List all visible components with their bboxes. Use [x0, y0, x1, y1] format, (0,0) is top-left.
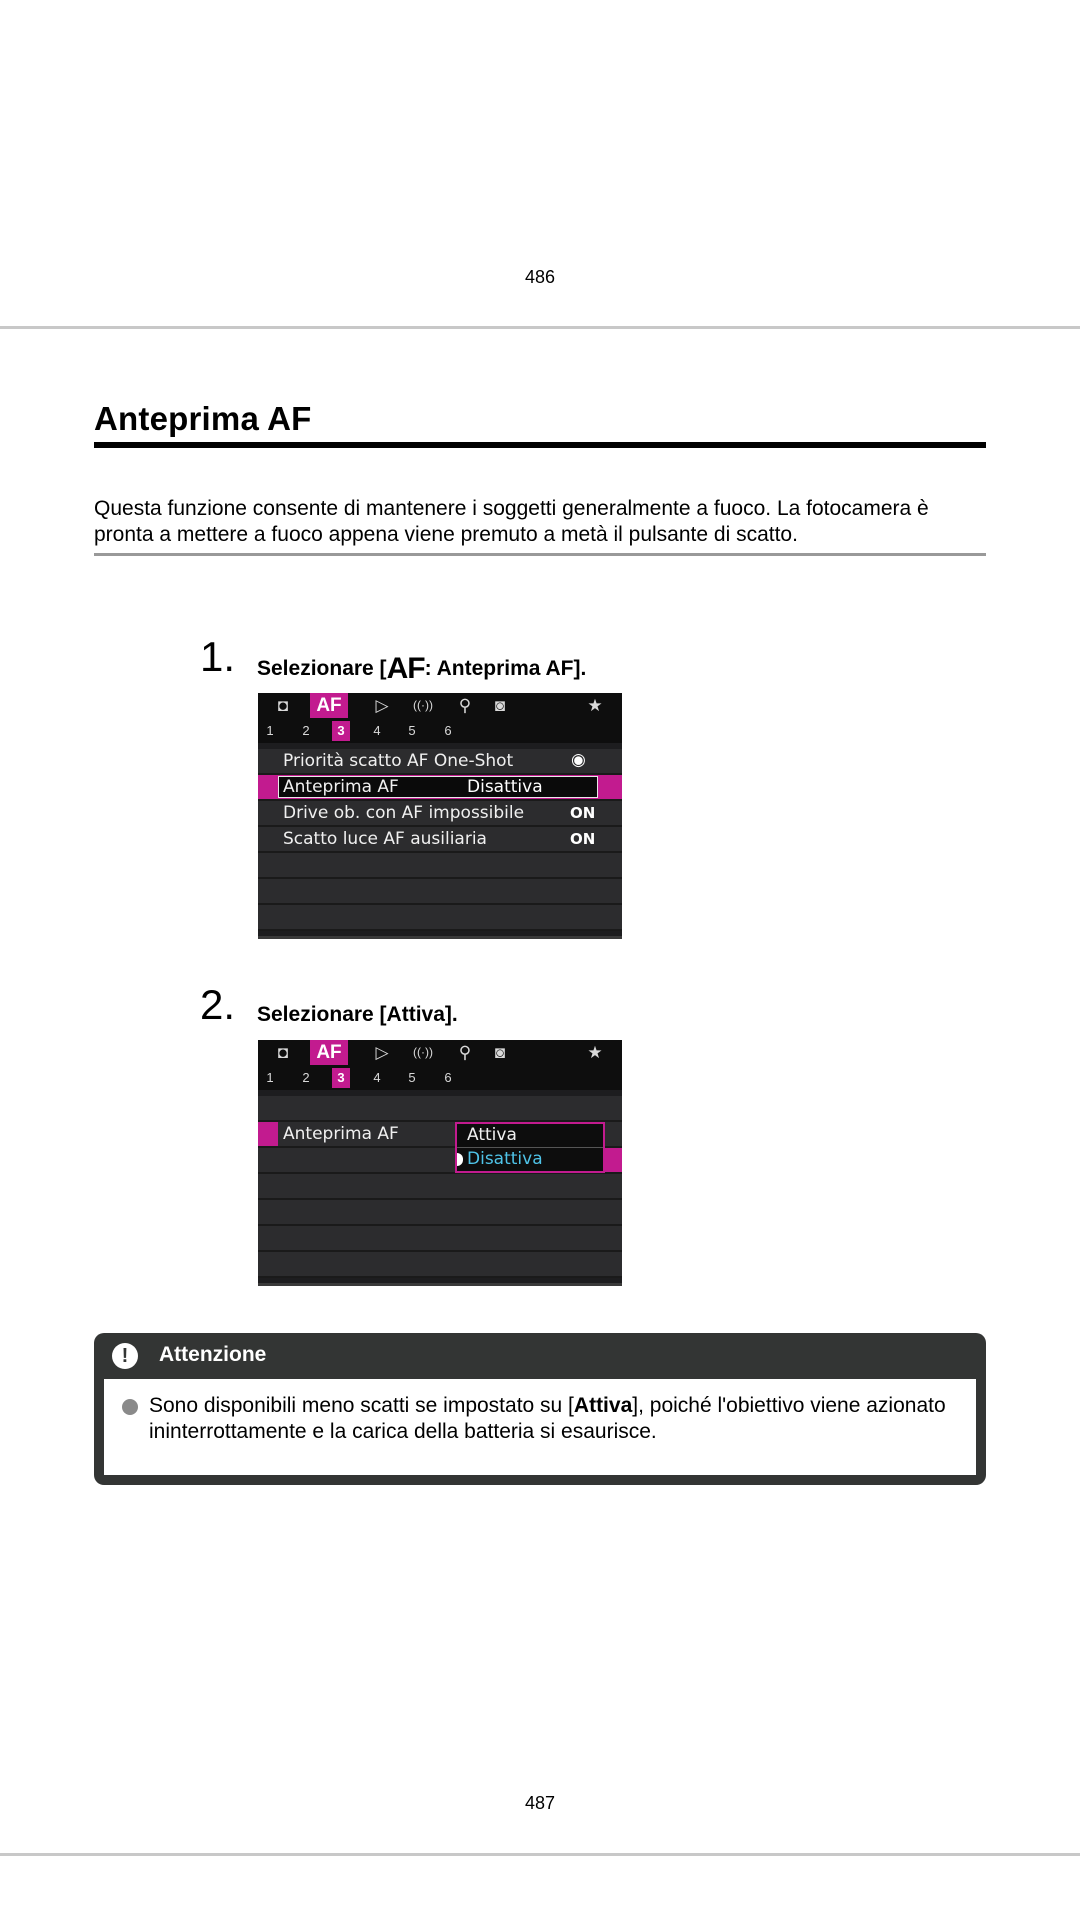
- menu-row-empty: [258, 905, 622, 931]
- intro-paragraph: Questa funzione consente di mantenere i soggetti generalmente a fuoco. La fotocamera è pronta a mettere a fuoco appena viene premuto a metà il pulsante di scatto.: [94, 497, 929, 546]
- caution-text: [149, 1393, 949, 1445]
- caution-box: [94, 1333, 986, 1485]
- enabled-icon: ◉: [571, 750, 586, 770]
- subtab-5: 5: [408, 723, 416, 738]
- subtab-4: 4: [373, 1070, 381, 1085]
- menu-subtab-bar: [258, 718, 622, 743]
- menu-row: [258, 749, 622, 775]
- custom-icon: ◙: [494, 1043, 506, 1062]
- page-divider-top: [0, 326, 1080, 329]
- menu-row-value: Disattiva: [467, 777, 543, 797]
- page-divider-bottom: [0, 1853, 1080, 1856]
- menu-row-label: Scatto luce AF ausiliaria: [283, 829, 487, 849]
- option-dropdown: [455, 1122, 605, 1173]
- camera-icon: ◘: [277, 1043, 289, 1062]
- menu-row-label: Drive ob. con AF impossibile: [283, 803, 525, 823]
- caution-title: Attenzione: [159, 1343, 267, 1366]
- page-number-bottom: 487: [524, 1793, 556, 1813]
- step-1-text-prefix: Selezionare [: [257, 657, 387, 680]
- option-disattiva-label: Disattiva: [467, 1149, 543, 1169]
- section-title: Anteprima AF: [94, 400, 312, 437]
- title-underline: [94, 442, 986, 448]
- menu-row: [258, 801, 622, 827]
- menu-row-empty: [258, 1174, 622, 1200]
- step-2-number: 2.: [200, 981, 236, 1028]
- step-1-text-suffix: : Anteprima AF].: [424, 657, 587, 680]
- menu-row-label: Priorità scatto AF One-Shot: [283, 751, 514, 771]
- subtab-2: 2: [302, 723, 310, 738]
- menu-tab-bar: [258, 693, 622, 718]
- subtab-5: 5: [408, 1070, 416, 1085]
- menu-row-value: ON: [570, 830, 596, 848]
- af-menu-icon: AF: [386, 652, 425, 685]
- play-icon: ▷: [375, 696, 389, 715]
- subtab-1: 1: [266, 1070, 274, 1085]
- wrench-icon: ⚲: [458, 696, 472, 715]
- subtab-6: 6: [444, 1070, 452, 1085]
- menu-subtab-bar: [258, 1065, 622, 1090]
- caution-body: [104, 1379, 976, 1475]
- star-icon: ★: [587, 1043, 603, 1062]
- selection-cursor-icon: [457, 1153, 463, 1166]
- menu-row-label: Anteprima AF: [283, 1124, 399, 1144]
- caution-text-suffix: ], poiché l'obiettivo viene azionato ininterrottamente e la carica della batteria si esaurisce.: [149, 1394, 946, 1443]
- option-attiva: Attiva: [467, 1125, 517, 1145]
- camera-menu-screen-1: [258, 693, 622, 939]
- subtab-6: 6: [444, 723, 452, 738]
- menu-row-label: Anteprima AF: [283, 777, 399, 797]
- option-disattiva: [457, 1147, 603, 1171]
- af-tab: AF: [310, 693, 348, 718]
- row-highlight-end: [605, 1148, 622, 1172]
- camera-icon: ◘: [277, 696, 289, 715]
- menu-row: [258, 827, 622, 853]
- page-number-top: 486: [524, 267, 556, 287]
- step-1-number: 1.: [200, 633, 236, 680]
- caution-text-bold: Attiva: [573, 1394, 633, 1417]
- intro-divider: [94, 553, 986, 556]
- menu-row-empty: [258, 1096, 622, 1122]
- warning-icon: !: [112, 1343, 138, 1369]
- menu-row-empty: [258, 1226, 622, 1252]
- menu-row-selected: [258, 775, 622, 801]
- caution-header: [94, 1333, 986, 1377]
- menu-row-value: ON: [570, 804, 596, 822]
- menu-row-empty: [258, 1200, 622, 1226]
- star-icon: ★: [587, 696, 603, 715]
- menu-row-empty: [258, 879, 622, 905]
- menu-row-empty: [258, 853, 622, 879]
- bullet-icon: [122, 1399, 138, 1415]
- step-1-text: [257, 652, 586, 686]
- camera-menu-screen-2: [258, 1040, 622, 1286]
- caution-text-prefix: Sono disponibili meno scatti se impostato su [: [149, 1394, 574, 1417]
- wrench-icon: ⚲: [458, 1043, 472, 1062]
- play-icon: ▷: [375, 1043, 389, 1062]
- subtab-1: 1: [266, 723, 274, 738]
- step-2-text: Selezionare [Attiva].: [257, 1003, 458, 1026]
- wireless-icon: ((·)): [413, 698, 433, 712]
- af-tab: AF: [310, 1040, 348, 1065]
- subtab-2: 2: [302, 1070, 310, 1085]
- subtab-3: 3: [332, 721, 350, 741]
- custom-icon: ◙: [494, 696, 506, 715]
- menu-row-empty: [258, 1252, 622, 1278]
- menu-tab-bar: [258, 1040, 622, 1065]
- subtab-4: 4: [373, 723, 381, 738]
- subtab-3: 3: [332, 1068, 350, 1088]
- wireless-icon: ((·)): [413, 1045, 433, 1059]
